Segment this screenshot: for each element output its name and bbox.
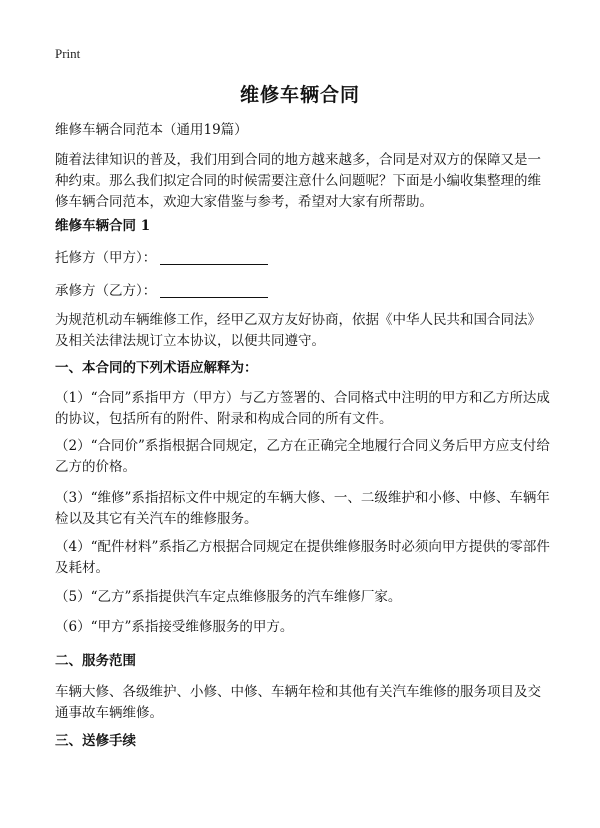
document-subtitle: 维修车辆合同范本（通用19篇） xyxy=(55,122,248,138)
section3-heading: 三、送修手续 xyxy=(55,733,136,749)
party-a-label: 托修方（甲方）： xyxy=(55,250,157,266)
term-item: （1）“合同”系指甲方（甲方）与乙方签署的、合同格式中注明的甲方和乙方所达成的协议，包括所有的附件、附录和构成合同的所有文件。 xyxy=(55,390,550,427)
intro-paragraph: 随着法律知识的普及，我们用到合同的地方越来越多，合同是对双方的保障又是一种约束。那么我们拟定合同的时候需要注意什么问题呢？下面是小编收集整理的维修车辆合同范本，欢迎大家借鉴与参考，希望对大家有所帮助。 xyxy=(55,152,541,210)
term-item: （4）“配件材料”系指乙方根据合同规定在提供维修服务时必须向甲方提供的零部件及耗材。 xyxy=(55,539,550,576)
party-b-blank-line xyxy=(160,281,268,298)
party-b-row xyxy=(55,281,550,302)
page-title: 维修车辆合同 xyxy=(239,84,360,106)
party-a-blank-line xyxy=(160,248,268,265)
print-link[interactable]: Print xyxy=(55,46,81,61)
term-item: （2）“合同价”系指根据合同规定，乙方在正确完全地履行合同义务后甲方应支付给乙方的价格。 xyxy=(55,438,550,475)
section2-body: 车辆大修、各级维护、小修、中修、车辆年检和其他有关汽车维修的服务项目及交通事故车辆维修。 xyxy=(55,684,541,721)
party-b-label: 承修方（乙方）： xyxy=(55,283,157,299)
contract-heading: 维修车辆合同 1 xyxy=(55,218,151,234)
term-item: （6）“甲方”系指接受维修服务的甲方。 xyxy=(55,619,294,635)
preamble-paragraph: 为规范机动车辆维修工作，经甲乙双方友好协商，依据《中华人民共和国合同法》及相关法律法规订立本协议，以便共同遵守。 xyxy=(55,312,541,349)
section2-heading: 二、服务范围 xyxy=(55,653,136,669)
party-a-row xyxy=(55,248,550,269)
term-item: （3）“维修”系指招标文件中规定的车辆大修、一、二级维护和小修、中修、车辆年检以及其它有关汽车的维修服务。 xyxy=(55,490,550,527)
section1-heading: 一、本合同的下列术语应解释为： xyxy=(55,360,258,376)
term-item: （5）“乙方”系指提供汽车定点维修服务的汽车维修厂家。 xyxy=(55,589,402,605)
